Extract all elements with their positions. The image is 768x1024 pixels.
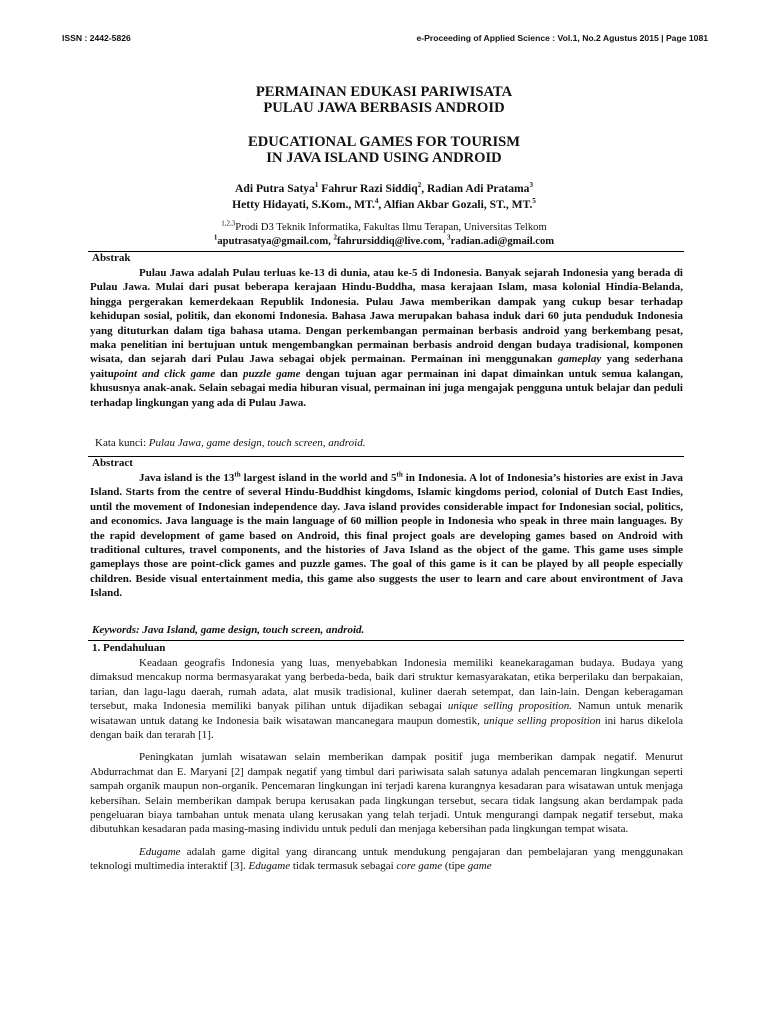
- email-link[interactable]: fahrursiddiq@live.com,: [336, 236, 448, 247]
- section-body: [90, 656, 683, 874]
- issn-label: ISSN : 2442-5826: [62, 33, 131, 43]
- title-en-line-2: IN JAVA ISLAND USING ANDROID: [266, 150, 502, 166]
- email-link[interactable]: aputrasatya@gmail.com,: [217, 236, 334, 247]
- email-line: [0, 235, 768, 249]
- body-paragraph: Peningkatan jumlah wisatawan selain memberikan dampak positif juga memberikan dampak negatif. Menurut Abdurrachmat dan E. Maryani [2] dampak negatif yang timbul dari pariwisata salah satunya adalah pencemaran lingkungan seperti sampah organik maupun non-organik. Pencemaran lingkungan ini terjadi karena kurangnya kesadaran para wisatawan untuk menjaga kebersihan. Selain memberikan dampak berupa kerusakan pada lingkungan tersebut, secara tidak langsung akan berdampak pada pengeluaran biaya tambahan untuk menata ulang kerusakan yang telah terjadi. Untuk mengurangi dampak negatif tersebut, maka dibutuhkan kesadaran pada masing-masing individu untuk peduli dan menjaga kebersihan pada lingkungan tempat wisata.: [90, 751, 683, 836]
- author-name: Adi Putra Satya: [235, 182, 315, 195]
- title-id-line-2: PULAU JAWA BERBASIS ANDROID: [263, 100, 505, 116]
- email-sup: 3: [447, 233, 451, 242]
- email-link[interactable]: radian.adi@gmail.com: [450, 236, 555, 247]
- author-sup: 3: [529, 181, 533, 190]
- section-heading: 1. Pendahuluan: [92, 642, 166, 654]
- abstract-body: [90, 471, 683, 601]
- affiliation-sup: 1,2,3: [221, 219, 236, 228]
- proceeding-info: e-Proceeding of Applied Science : Vol.1, No.2 Agustus 2015 | Page 1081: [416, 33, 708, 43]
- abstrak-paragraph: Pulau Jawa adalah Pulau terluas ke-13 di dunia, atau ke-5 di Indonesia. Banyak sejarah Indonesia yang berada di Pulau Jawa. Mulai dari pusat beberapa kerajaan Hindu-Buddha, masa kerajaan Islam, masa kolonial Hindia-Belanda, hingga pergerakan kemerdekaan Republik Indonesia. Pulau Jawa memberikan dampak yang cukup besar terhadap kehidupan sosial, politik, dan ekonomi Indonesia. Bahasa Jawa merupakan bahasa induk dari 60 juta penduduk Indonesia yang dituturkan dalam tiga bahasa utama. Dengan perkembangan permainan berbasis android yang berkembang pesat, maka penelitian ini bertujuan untuk mengembangkan permainan berbasis android dengan budaya tradisional, komponen wisata, dan sejarah dari Pulau Jawa sebagai objek permainan. Permainan ini menggunakan gameplay yang sederhana yaitupoint and click game dan puzzle game dengan tujuan agar permainan ini dapat dimainkan untuk semua kalangan, khususnya anak-anak. Selain sebagai media hiburan visual, permainan ini juga mengajak pengguna untuk belajar dan peduli terhadap lingkungan yang ada di Pulau Jawa.: [90, 267, 683, 409]
- author-sup: 1: [314, 181, 319, 190]
- author-sup: 2: [417, 181, 422, 190]
- title-en-line-1: EDUCATIONAL GAMES FOR TOURISM: [247, 134, 521, 150]
- affiliation-text: Prodi D3 Teknik Informatika, Fakultas Ilmu Terapan, Universitas Telkom: [235, 222, 547, 233]
- affiliation: [0, 221, 768, 249]
- email-sup: 1: [213, 233, 218, 242]
- divider: [88, 251, 684, 252]
- author-name: , Alfian Akbar Gozali, ST., MT.: [378, 198, 533, 211]
- author-sup: 4: [374, 197, 379, 206]
- author-line-1: [0, 181, 768, 197]
- keywords: Keywords: Java Island, game design, touch screen, android.: [92, 624, 365, 636]
- author-name: Hetty Hidayati, S.Kom., MT.: [232, 198, 375, 211]
- email-sup: 2: [333, 233, 337, 242]
- body-paragraph: Edugame adalah game digital yang dirancang untuk mendukung pengajaran dan pembelajaran yang menggunakan teknologi multimedia interaktif [3]. Edugame tidak termasuk sebagai core game (tipe game: [90, 845, 683, 873]
- abstrak-body: [90, 266, 683, 410]
- kata-kunci: Kata kunci: Pulau Jawa, game design, touch screen, android.: [95, 437, 366, 449]
- abstract-paragraph: Java island is the 13th largest island in the world and 5th in Indonesia. A lot of Indonesia’s histories are exist in Java Island. Starts from the centre of several Hindu-Buddhist kingdoms, Islamic kingdoms period, colonial of Dutch East Indies, until the movement of Indonesian independence day. Java island provides considerable impact for Indonesian social, politics, and economics. Java language is the main language of 60 million people in Indonesia who speak in three main languages. By the rapid development of game based on Android, this final project goals are developing games based on Android with traditional cultures, travel components, and the histories of Java Island as the object of the game. This game uses simple gameplays those are point-click games and puzzle games. The goal of this game is it can be played by all people especially children. Beside visual entertainment media, this game also suggests the user to learn and care about environtment of Java Island.: [90, 470, 684, 600]
- affiliation-line: [0, 221, 768, 235]
- running-header: [62, 33, 708, 43]
- abstrak-heading: Abstrak: [92, 252, 131, 264]
- author-list: [0, 181, 768, 213]
- divider: [88, 640, 684, 641]
- author-line-2: [0, 197, 768, 213]
- divider: [88, 456, 684, 457]
- author-sup: 5: [532, 197, 536, 206]
- title-id-line-1: PERMAINAN EDUKASI PARIWISATA: [255, 84, 513, 100]
- abstract-heading: Abstract: [92, 457, 133, 469]
- paper-title: [0, 84, 768, 166]
- author-name: , Radian Adi Pratama: [421, 182, 530, 195]
- body-paragraph: Keadaan geografis Indonesia yang luas, menyebabkan Indonesia memiliki keanekaragaman budaya. Budaya yang dimaksud mencakup norma bermasyarakat yang berbeda-beda, baik dari struktur kemasyarakatan, etika berperilaku dan berpakaian, tarian, dan lagu-lagu daerah, rumah adata, alat musik tradisional, kuliner daerah setempat, dan lain-lain. Dengan keberagaman tersebut, maka Indonesia memiliki banyak pilihan untuk dijadikan sebagai unique selling proposition. Namun untuk menarik wisatawan untuk datang ke Indonesia baik wisatawan mancanegara maupun domestik, unique selling proposition ini harus dikelola dengan baik dan terarah [1].: [90, 657, 684, 742]
- author-name: Fahrur Razi Siddiq: [318, 182, 418, 195]
